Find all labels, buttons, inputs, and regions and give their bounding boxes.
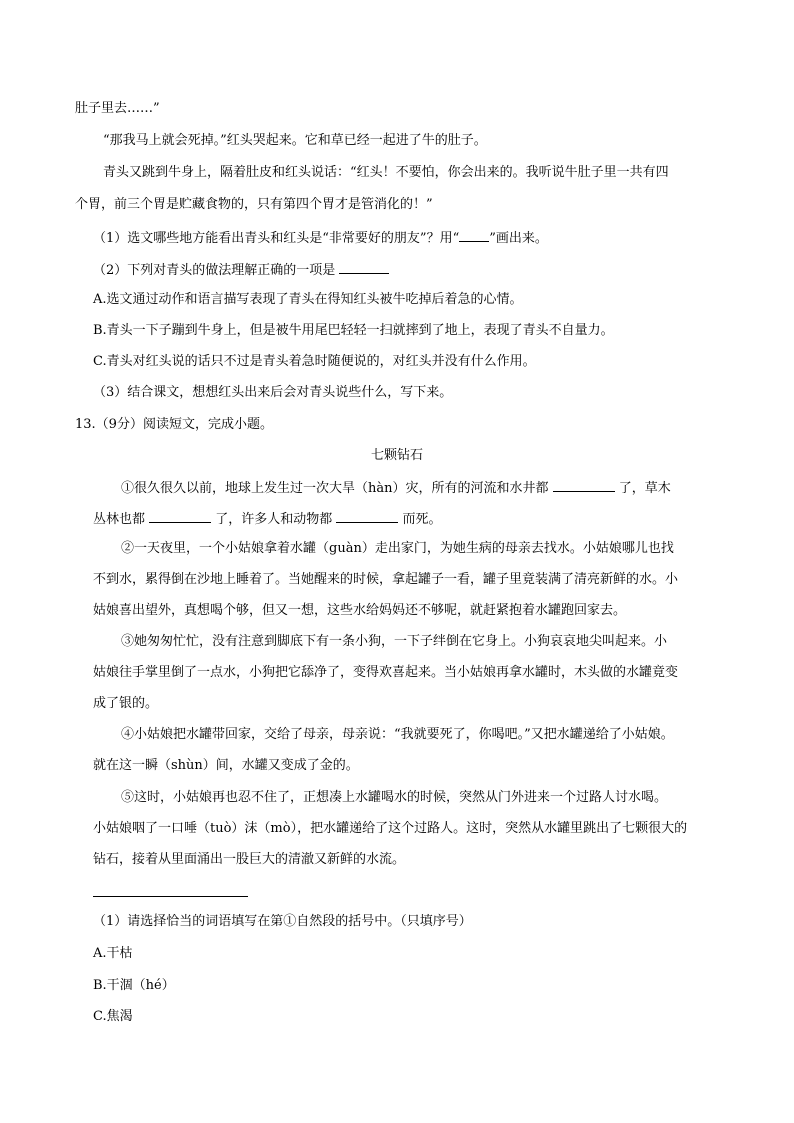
paragraph-4-line: ④小姑娘把水罐带回家，交给了母亲，母亲说：“我就要死了，你喝吧。”又把水罐递给了小姑娘。 [121, 727, 674, 742]
paragraph-2-line: ②一天夜里，一个小姑娘拿着水罐（guàn）走出家门，为她生病的母亲去找水。小姑娘哪儿也找 [121, 541, 674, 556]
choice-b[interactable]: B.干涸（hé） [93, 978, 175, 993]
question-text: （2）下列对青头的做法理解正确的一项是 [93, 263, 340, 278]
paragraph-5-line: 钻石，接着从里面涌出一股巨大的清澈又新鲜的水流。 [93, 852, 406, 867]
answer-blank[interactable] [553, 478, 615, 492]
option-a: A.选文通过动作和语言描写表现了青头在得知红头被牛吃掉后着急的心情。 [93, 292, 523, 307]
passage-line: 肚子里去……” [75, 101, 160, 116]
question-text: ”画出来。 [489, 231, 548, 246]
underline-blank [459, 228, 489, 242]
answer-blank[interactable] [339, 260, 389, 274]
passage-line: 青头又跳到牛身上，隔着肚皮和红头说话：“红头！不要怕，你会出来的。我听说牛肚子里一共有四 [103, 165, 669, 180]
option-c: C.青头对红头说的话只不过是青头着急时随便说的，对红头并没有什么作用。 [93, 354, 536, 369]
paragraph-3-line: ③她匆匆忙忙，没有注意到脚底下有一条小狗，一下子绊倒在它身上。小狗哀哀地尖叫起来。小 [121, 634, 668, 649]
question-text: （1）选文哪些地方能看出青头和红头是“非常要好的朋友”？用“ [93, 231, 460, 246]
question-12-1 [93, 228, 548, 248]
paragraph-1-line [93, 509, 442, 529]
divider [93, 896, 248, 897]
passage-text: ①很久很久以前，地球上发生过一次大旱（hàn）灾，所有的河流和水井都 [121, 481, 553, 496]
paragraph-3-line: 姑娘往手掌里倒了一点水，小狗把它舔净了，变得欢喜起来。当小姑娘再拿水罐时，木头做的水罐竟变 [93, 665, 679, 680]
paragraph-2-line: 姑娘喜出望外，真想喝个够，但又一想，这些水给妈妈还不够呢，就赶紧抱着水罐跑回家去。 [93, 603, 627, 618]
paragraph-2-line: 不到水，累得倒在沙地上睡着了。当她醒来的时候，拿起罐子一看，罐子里竟装满了清亮新鲜的水。小 [93, 572, 679, 587]
passage-text: 丛林也都 [93, 512, 150, 527]
option-b: B.青头一下子蹦到牛身上，但是被牛用尾巴轻轻一扫就摔到了地上，表现了青头不自量力。 [93, 323, 614, 338]
question-13-1: （1）请选择恰当的词语填写在第①自然段的括号中。（只填序号） [93, 914, 472, 929]
question-12-2 [93, 260, 389, 280]
passage-title: 七颗钻石 [370, 448, 423, 463]
passage-text: 了，许多人和动物都 [211, 512, 337, 527]
answer-blank[interactable] [336, 509, 398, 523]
passage-text: 而死。 [398, 512, 442, 527]
paragraph-5-line: 小姑娘咽了一口唾（tuò）沫（mò），把水罐递给了这个过路人。这时，突然从水罐里跳出了七颗很大的 [93, 821, 688, 836]
question-12-3: （3）结合课文，想想红头出来后会对青头说些什么，写下来。 [93, 385, 453, 400]
paragraph-5-line: ⑤这时，小姑娘再也忍不住了，正想凑上水罐喝水的时候，突然从门外进来一个过路人讨水喝。 [121, 790, 668, 805]
choice-c[interactable]: C.焦渴 [93, 1009, 133, 1024]
passage-line: “那我马上就会死掉。”红头哭起来。它和草已经一起进了牛的肚子。 [103, 133, 487, 148]
passage-line: 个胃，前三个胃是贮藏食物的，只有第四个胃才是管消化的！” [75, 197, 433, 212]
paragraph-4-line: 就在这一瞬（shùn）间，水罐又变成了金的。 [93, 758, 359, 773]
paragraph-1-line [121, 478, 671, 498]
choice-a[interactable]: A.干枯 [93, 946, 133, 961]
passage-text: 了，草木 [614, 481, 671, 496]
answer-blank[interactable] [149, 509, 211, 523]
question-13-header: 13.（9分）阅读短文，完成小题。 [75, 417, 273, 432]
paragraph-3-line: 成了银的。 [93, 696, 159, 711]
